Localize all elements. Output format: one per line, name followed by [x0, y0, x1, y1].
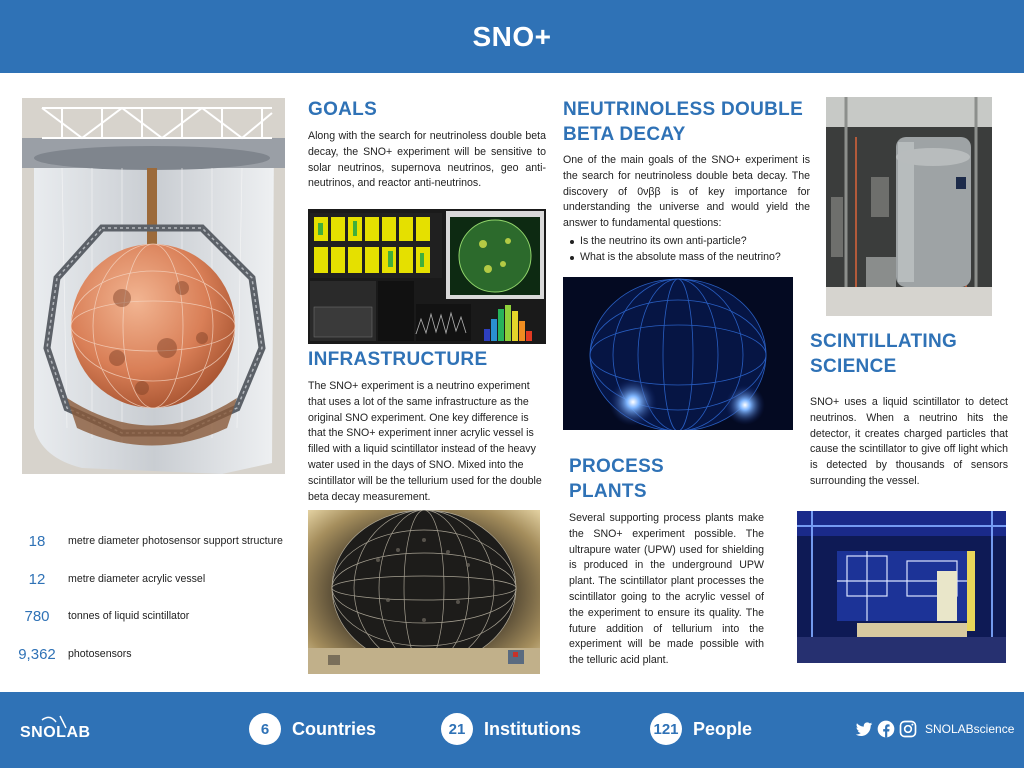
social-handle[interactable]: SNOLABscience [925, 722, 1015, 736]
ndbd-text [563, 153, 810, 266]
logo-text: SNOLAB [20, 724, 91, 741]
process-heading-line1: PROCESS [569, 456, 665, 477]
institutions-stat [441, 713, 581, 745]
ndbd-heading-line2: BETA DECAY [563, 124, 686, 145]
institutions-count: 21 [441, 713, 473, 745]
scintillating-heading [810, 329, 957, 379]
stat-value: 9,362 [18, 645, 56, 663]
list-item: What is the absolute mass of the neutrino? [563, 250, 810, 266]
process-plants-text: Several supporting process plants make the SNO+ experiment possible. The ultrapure water (UPW) used for shielding is produced in the underground UPW plant. The scintillator plant processes the scintillator going to the acrylic vessel of the experiment to ensure its quality. The future addition of tellurium into the experiment will be made possible with the telluric acid plant. [569, 512, 764, 667]
infrastructure-heading: INFRASTRUCTURE [308, 349, 488, 370]
scintillating-heading-line2: SCIENCE [810, 356, 897, 377]
ndbd-heading-line1: NEUTRINOLESS DOUBLE [563, 99, 804, 120]
scintillator-plant-photo [797, 511, 1006, 663]
scintillation-sphere-photo [563, 277, 793, 430]
stat-label: photosensors [68, 648, 132, 660]
stat-row [0, 644, 310, 664]
stat-label: tonnes of liquid scintillator [68, 610, 190, 622]
ndbd-paragraph: One of the main goals of the SNO+ experiment is the search for neutrinoless double beta decay. The discovery of 0νββ is of key importance for understanding the universe and would yield the answer to fundamental questions: [563, 154, 810, 230]
goals-heading: GOALS [308, 99, 378, 120]
instagram-icon[interactable] [898, 719, 918, 739]
ndbd-questions-list [563, 234, 810, 266]
event-display-image [308, 209, 546, 344]
goals-text: Along with the search for neutrinoless double beta decay, the SNO+ experiment will be sensitive to solar neutrinos, supernova neutrinos, geo anti-neutrinos, and reactor anti-neutrinos. [308, 130, 546, 190]
stat-value: 12 [28, 570, 46, 588]
countries-label: Countries [292, 718, 377, 739]
stat-label: metre diameter acrylic vessel [68, 573, 206, 585]
snolab-logo [20, 712, 90, 752]
detector-cutaway-image [22, 98, 285, 474]
people-stat [650, 713, 752, 745]
facebook-icon[interactable] [876, 719, 896, 739]
stat-label: metre diameter photosensor support structure [68, 535, 283, 547]
detector-interior-photo [308, 510, 540, 674]
stat-row [0, 569, 310, 589]
process-plants-heading [569, 454, 664, 504]
social-links [854, 719, 1014, 739]
page-title: SNO+ [472, 20, 552, 52]
page-footer [0, 692, 1024, 768]
twitter-icon[interactable] [854, 719, 874, 739]
people-count: 121 [650, 713, 682, 745]
stat-row [0, 606, 310, 626]
scintillating-text: SNO+ uses a liquid scintillator to detect neutrinos. When a neutrino hits the detector, it creates charged particles that cause the scintillator to give off light which is detected by thousands of sensors surrounding the vessel. [810, 396, 1008, 487]
countries-count: 6 [249, 713, 281, 745]
list-item: Is the neutrino its own anti-particle? [563, 234, 810, 250]
stat-row [0, 531, 310, 551]
scintillating-heading-line1: SCINTILLATING [810, 331, 958, 352]
institutions-label: Institutions [484, 718, 581, 739]
process-heading-line2: PLANTS [569, 481, 647, 502]
ndbd-heading [563, 97, 803, 147]
process-plant-photo [826, 97, 992, 316]
people-label: People [693, 718, 753, 739]
stat-value: 780 [24, 607, 50, 625]
infrastructure-text: The SNO+ experiment is a neutrino experiment that uses a lot of the same infrastructure as the original SNO experiment. One key difference is that the SNO+ experiment inner acrylic vessel is filled with a liquid scintillator instead of the heavy water used in the days of SNO. Mixed into the scintillator will be the tellurium used for the double beta decay measurement. [308, 380, 542, 503]
page-header [0, 0, 1024, 73]
countries-stat [249, 713, 376, 745]
stat-value: 18 [28, 532, 46, 550]
